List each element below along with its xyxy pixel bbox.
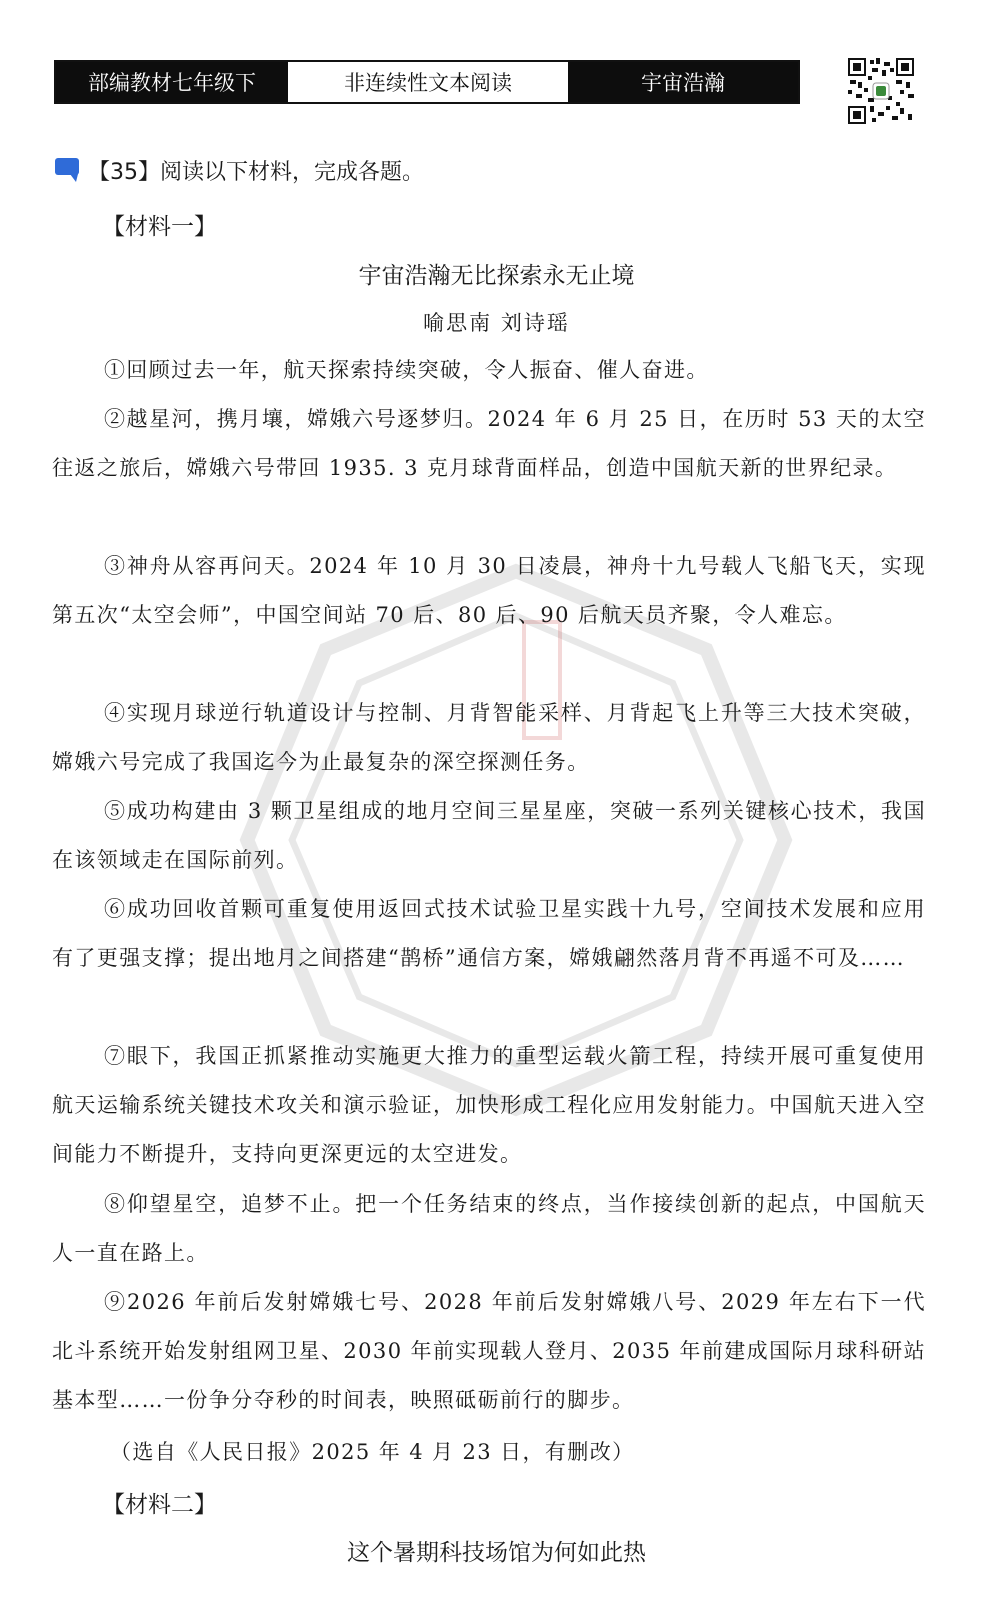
paragraph-8: ⑧仰望星空，追梦不止。把一个任务结束的终点，当作接续创新的起点，中国航天人一直在路上。 bbox=[52, 1192, 926, 1265]
paragraph-4: ④实现月球逆行轨道设计与控制、月背智能采样、月背起飞上升等三大技术突破，嫦娥六号完成了我国迄今为止最复杂的深空探测任务。 bbox=[52, 701, 926, 774]
paragraph-5: ⑤成功构建由 3 颗卫星组成的地月空间三星星座，突破一系列关键核心技术，我国在该领域走在国际前列。 bbox=[52, 799, 926, 872]
material1-source: （选自《人民日报》2025 年 4 月 23 日，有删改） bbox=[110, 1440, 635, 1464]
question-heading bbox=[54, 150, 424, 190]
paragraph-3: ③神舟从容再问天。2024 年 10 月 30 日凌晨，神舟十九号载人飞船飞天，实现第五次“太空会师”，中国空间站 70 后、80 后、90 后航天员齐聚，令人难忘。 bbox=[52, 554, 926, 627]
material1-authors: 喻思南 刘诗瑶 bbox=[423, 311, 570, 335]
header-topic: 非连续性文本阅读 bbox=[288, 62, 568, 102]
paragraph-9: ⑨2026 年前后发射嫦娥七号、2028 年前后发射嫦娥八号、2029 年左右下一代北斗系统开始发射组网卫星、2030 年前实现载人登月、2035 年前建成国际月球科研站基本型……一份争分夺秒的时间表，映照砥砺前行的脚步。 bbox=[52, 1290, 926, 1412]
material1-label: 【材料一】 bbox=[102, 214, 217, 240]
header-grade: 部编教材七年级下 bbox=[56, 62, 288, 102]
paragraph-7: ⑦眼下，我国正抓紧推动实施更大推力的重型运载火箭工程，持续开展可重复使用航天运输系统关键技术攻关和演示验证，加快形成工程化应用发射能力。中国航天进入空间能力不断提升，支持向更深更远的太空进发。 bbox=[52, 1044, 926, 1166]
material1-title: 宇宙浩瀚无比探索永无止境 bbox=[358, 263, 635, 289]
header-bar bbox=[54, 60, 800, 104]
header-unit: 宇宙浩瀚 bbox=[568, 62, 798, 102]
material2-title: 这个暑期科技场馆为何如此热 bbox=[347, 1540, 646, 1566]
paragraph-1: ①回顾过去一年，航天探索持续突破，令人振奋、催人奋进。 bbox=[104, 358, 709, 382]
qr-code-icon[interactable] bbox=[848, 58, 914, 124]
material2-label: 【材料二】 bbox=[102, 1492, 217, 1518]
paragraph-2: ②越星河，携月壤，嫦娥六号逐梦归。2024 年 6 月 25 日，在历时 53 天的太空往返之旅后，嫦娥六号带回 1935. 3 克月球背面样品，创造中国航天新的世界纪录。 bbox=[52, 407, 926, 480]
comment-icon bbox=[54, 157, 80, 183]
question-text: 【35】阅读以下材料，完成各题。 bbox=[88, 159, 424, 185]
paragraph-6: ⑥成功回收首颗可重复使用返回式技术试验卫星实践十九号，空间技术发展和应用有了更强支撑；提出地月之间搭建“鹊桥”通信方案，嫦娥翩然落月背不再遥不可及…… bbox=[52, 897, 926, 970]
